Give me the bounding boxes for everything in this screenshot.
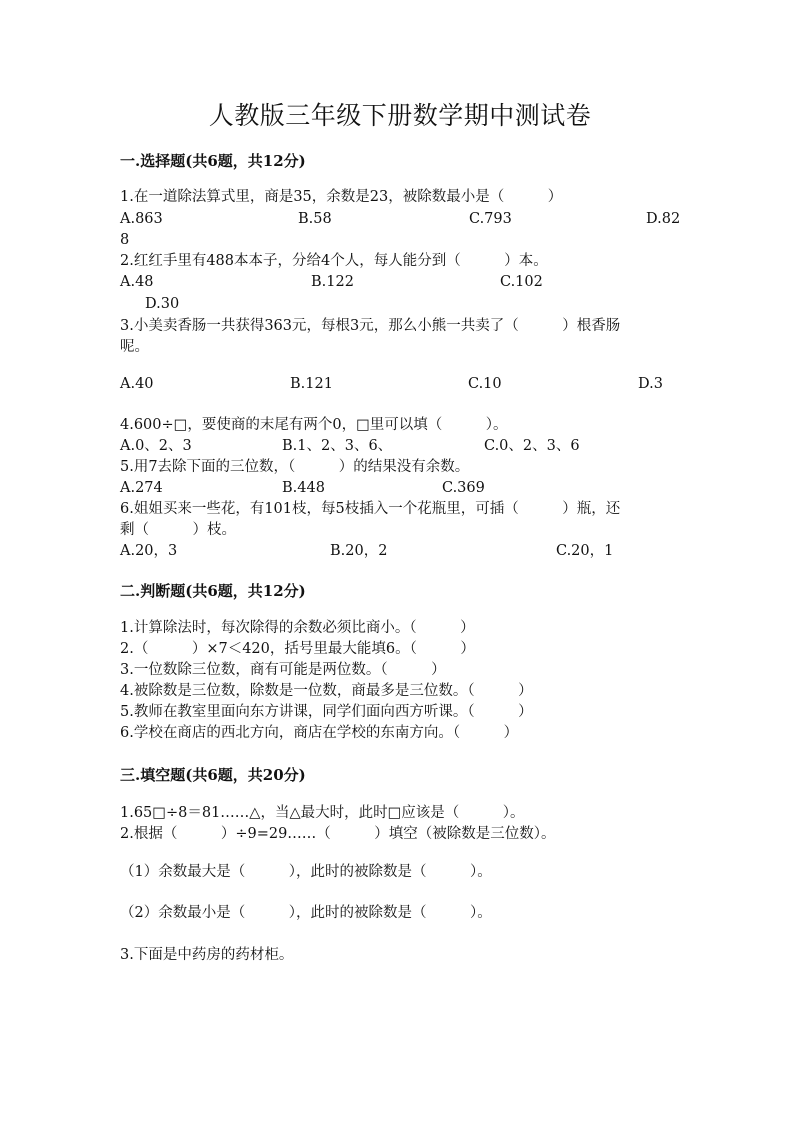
- judgment-item: 2.（ ）×7＜420，括号里最大能填6。（ ）: [120, 641, 475, 657]
- option-b: B.122: [311, 274, 354, 290]
- option-b: B.58: [298, 211, 332, 227]
- option-b: B.1、2、3、6、: [282, 438, 393, 454]
- judgment-item: 1.计算除法时，每次除得的余数必须比商小。（ ）: [120, 620, 475, 636]
- fill-subquestion: （1）余数最大是（ ），此时的被除数是（ ）。: [120, 864, 492, 880]
- judgment-item: 6.学校在商店的西北方向，商店在学校的东南方向。（ ）: [120, 725, 519, 741]
- question-text-continued: 剩（ ）枝。: [120, 522, 236, 538]
- option-b: B.448: [282, 480, 325, 496]
- section-heading-fill: 三.填空题(共6题，共20分): [120, 766, 306, 784]
- question-text: 6.姐姐买来一些花，有101枝，每5枝插入一个花瓶里，可插（ ）瓶，还: [120, 501, 621, 517]
- option-b: B.20，2: [330, 543, 388, 559]
- option-a: A.863: [120, 211, 163, 227]
- option-d: D.30: [145, 296, 180, 312]
- option-c: C.102: [500, 274, 543, 290]
- question-text: 2.红红手里有488本本子，分给4个人，每人能分到（ ）本。: [120, 253, 548, 269]
- option-d-continued: 8: [120, 232, 130, 248]
- option-d: D.3: [638, 376, 663, 392]
- option-a: A.40: [120, 376, 154, 392]
- option-a: A.0、2、3: [120, 438, 192, 454]
- fill-subquestion: （2）余数最小是（ ），此时的被除数是（ ）。: [120, 905, 492, 921]
- option-d: D.82: [646, 211, 681, 227]
- judgment-item: 3.一位数除三位数，商有可能是两位数。（ ）: [120, 662, 446, 678]
- judgment-item: 4.被除数是三位数，除数是一位数，商最多是三位数。（ ）: [120, 683, 533, 699]
- question-text: 4.600÷□，要使商的末尾有两个0，□里可以填（ ）。: [120, 417, 508, 433]
- question-text: 3.小美卖香肠一共获得363元，每根3元，那么小熊一共卖了（ ）根香肠: [120, 318, 621, 334]
- page-title: 人教版三年级下册数学期中测试卷: [208, 101, 592, 130]
- option-a: A.274: [120, 480, 163, 496]
- fill-question: 3.下面是中药房的药材柜。: [120, 947, 294, 963]
- judgment-item: 5.教师在教室里面向东方讲课，同学们面向西方听课。（ ）: [120, 704, 533, 720]
- option-c: C.793: [469, 211, 512, 227]
- option-c: C.10: [468, 376, 502, 392]
- fill-question: 1.65□÷8＝81……△，当△最大时，此时□应该是（ ）。: [120, 805, 525, 821]
- section-heading-judgment: 二.判断题(共6题，共12分): [120, 582, 306, 600]
- question-text: 5.用7去除下面的三位数，（ ）的结果没有余数。: [120, 459, 470, 475]
- option-c: C.369: [442, 480, 485, 496]
- option-a: A.48: [120, 274, 154, 290]
- option-a: A.20，3: [120, 543, 178, 559]
- option-c: C.0、2、3、6: [484, 438, 580, 454]
- question-text-continued: 呢。: [120, 339, 149, 355]
- option-b: B.121: [290, 376, 333, 392]
- question-text: 1.在一道除法算式里，商是35，余数是23，被除数最小是（ ）: [120, 189, 563, 205]
- fill-question: 2.根据（ ）÷9=29……（ ）填空（被除数是三位数）。: [120, 826, 556, 842]
- section-heading-choice: 一.选择题(共6题，共12分): [120, 152, 306, 170]
- option-c: C.20，1: [556, 543, 614, 559]
